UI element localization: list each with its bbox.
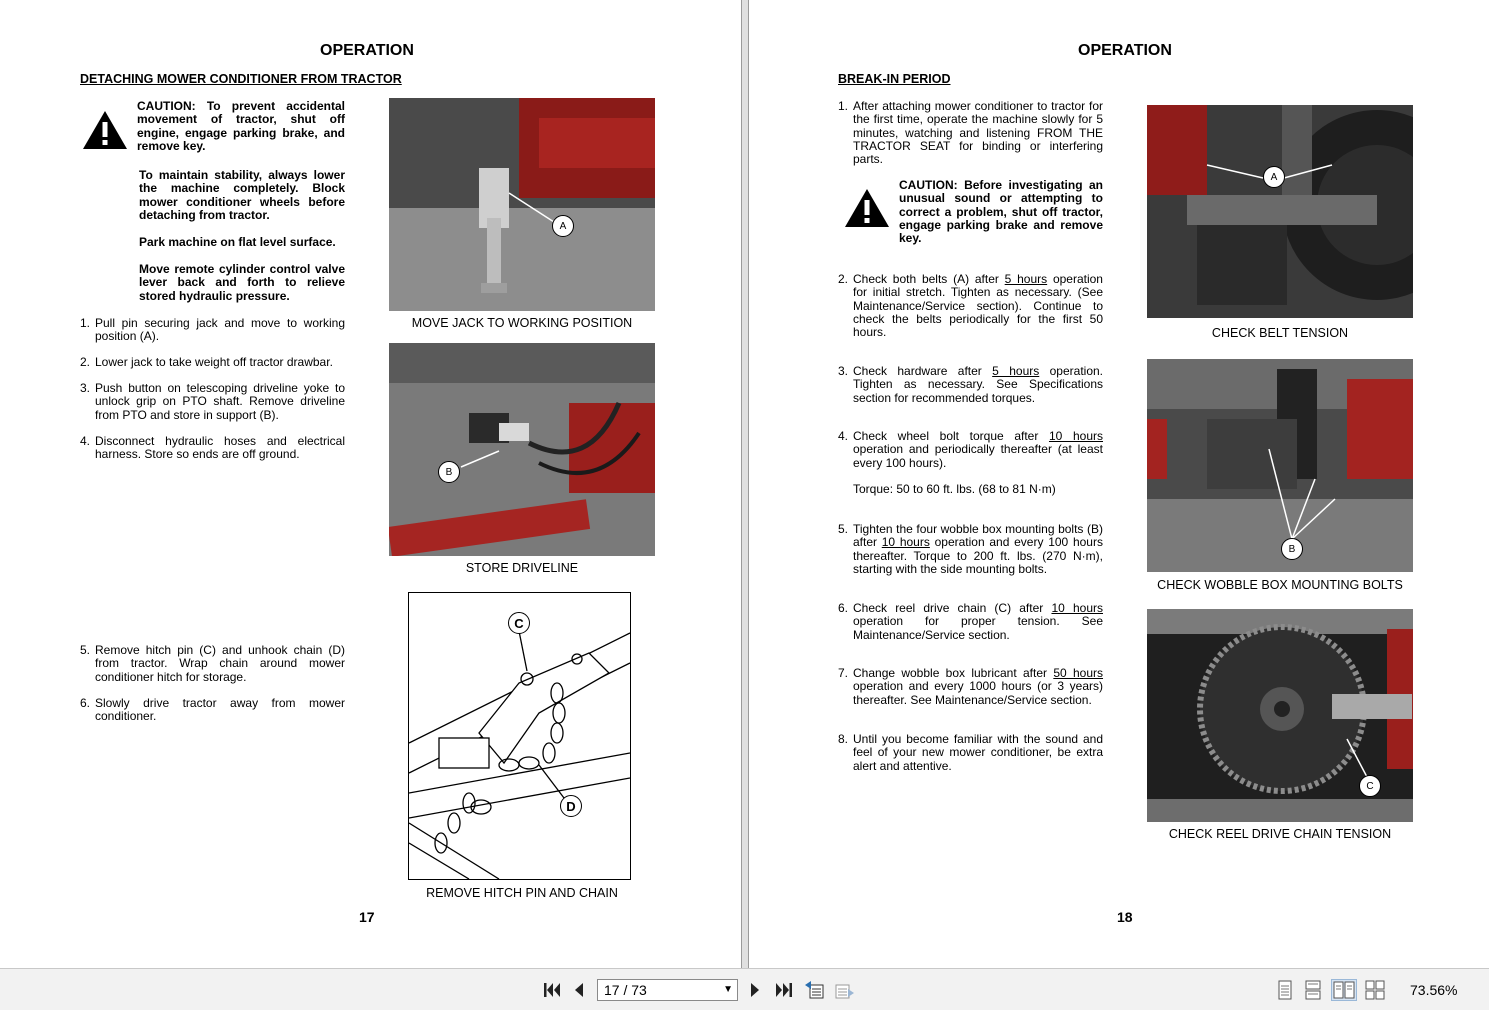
step-number: 2.	[838, 272, 849, 286]
jack-photo	[389, 98, 655, 311]
two-page-continuous-view-button[interactable]	[1364, 979, 1386, 1001]
go-back-view-button[interactable]	[803, 979, 827, 1001]
zoom-level[interactable]: 73.56%	[1410, 982, 1458, 998]
page-number: 18	[1117, 909, 1133, 925]
step-text: Pull pin securing jack and move to working position (A).	[95, 316, 345, 344]
step-text: Change wobble box lubricant after 50 hours operation and every 1000 hours (or 3 years) thereafter. See Maintenance/Service section.	[853, 666, 1104, 707]
step-number: 3.	[80, 381, 91, 395]
wobble-box-photo	[1147, 359, 1413, 572]
belt-tension-photo	[1147, 105, 1413, 318]
continuous-page-icon	[1304, 980, 1322, 1000]
step-text: Until you become familiar with the sound and feel of your new mower conditioner, be extra alert and attentive.	[853, 732, 1103, 773]
dropdown-caret-icon: ▼	[723, 984, 733, 995]
step-item	[80, 435, 345, 462]
step-number: 8.	[838, 732, 849, 746]
page-number-value: 17 / 73	[604, 982, 647, 998]
step-item	[838, 523, 1103, 576]
step-number: 6.	[838, 601, 849, 615]
single-page-view-button[interactable]	[1275, 979, 1295, 1001]
page-number-field[interactable]	[597, 979, 738, 1001]
caution-hydraulic: Move remote cylinder control valve lever back and forth to relieve stored hydraulic pressure.	[139, 262, 345, 303]
two-page-view-button[interactable]	[1331, 979, 1357, 1001]
page-divider	[741, 0, 749, 968]
next-page-icon	[748, 981, 762, 999]
step-item	[80, 697, 345, 724]
first-page-icon	[542, 981, 562, 999]
step-item	[838, 602, 1103, 642]
step-item	[838, 365, 1103, 405]
step-item	[838, 100, 1103, 166]
caution-text: CAUTION: Before investigating an unusual sound or attempting to correct a problem, shut off tractor, engage parking brake and remove key.	[899, 178, 1103, 246]
step-text: After attaching mower conditioner to tractor for the first time, operate the machine slowly for 5 minutes, watching and listening FROM THE TRACTOR SEAT for binding or interfering parts.	[853, 99, 1103, 167]
page-title: OPERATION	[320, 42, 414, 59]
step-text: Check hardware after 5 hours operation. Tighten as necessary. See Specifications section for recommended torques.	[853, 364, 1103, 405]
warning-icon	[82, 110, 128, 150]
step-number: 5.	[838, 522, 849, 536]
step-item	[80, 356, 345, 369]
callout-c: C	[1359, 775, 1381, 797]
caution-park: Park machine on flat level surface.	[139, 235, 336, 249]
step-item	[80, 317, 345, 344]
reel-chain-photo	[1147, 609, 1413, 822]
hitch-diagram	[408, 592, 631, 880]
caption-jack: MOVE JACK TO WORKING POSITION	[411, 316, 633, 330]
caution-text: CAUTION: To prevent accidental movement of tractor, shut off engine, engage parking brake, and remove key.	[137, 99, 345, 153]
caption-belt: CHECK BELT TENSION	[1211, 326, 1349, 340]
step-text: Disconnect hydraulic hoses and electrical harness. Store so ends are off ground.	[95, 434, 345, 462]
first-page-button[interactable]	[541, 979, 563, 1001]
prev-page-button[interactable]	[570, 979, 588, 1001]
step-text: Push button on telescoping driveline yoke to unlock grip on PTO shaft. Remove driveline from PTO and store in support (B).	[95, 381, 345, 422]
two-page-continuous-icon	[1365, 980, 1385, 1000]
next-page-button[interactable]	[746, 979, 764, 1001]
continuous-view-button[interactable]	[1303, 979, 1323, 1001]
step-number: 7.	[838, 666, 849, 680]
step-number: 1.	[80, 316, 91, 330]
step-item	[838, 667, 1103, 707]
step-text: Check wheel bolt torque after 10 hours operation and periodically thereafter (at least every 100 hours).	[853, 429, 1103, 470]
step-number: 3.	[838, 364, 849, 378]
step-item	[838, 733, 1103, 773]
last-page-button[interactable]	[773, 979, 795, 1001]
step-item	[838, 273, 1103, 339]
driveline-photo	[389, 343, 655, 556]
callout-c: C	[508, 612, 530, 634]
step-number: 5.	[80, 643, 91, 657]
step-number: 1.	[838, 99, 849, 113]
callout-a: A	[1263, 166, 1285, 188]
torque-spec: Torque: 50 to 60 ft. lbs. (68 to 81 N·m)	[853, 482, 1056, 496]
page-title: OPERATION	[1078, 42, 1172, 59]
callout-d: D	[560, 795, 582, 817]
warning-icon	[844, 188, 890, 228]
caption-driveline: STORE DRIVELINE	[465, 561, 579, 575]
step-text: Check reel drive chain (C) after 10 hours operation for proper tension. See Maintenance/Service section.	[853, 601, 1103, 642]
right-page	[749, 0, 1489, 968]
callout-b: B	[438, 461, 460, 483]
step-item	[80, 382, 345, 422]
caption-chain: CHECK REEL DRIVE CHAIN TENSION	[1168, 827, 1392, 841]
step-item	[838, 430, 1103, 470]
callout-b: B	[1281, 538, 1303, 560]
step-number: 4.	[838, 429, 849, 443]
back-view-icon	[804, 980, 826, 1000]
forward-view-icon	[833, 980, 855, 1000]
caption-wobble: CHECK WOBBLE BOX MOUNTING BOLTS	[1157, 578, 1403, 592]
two-page-icon	[1333, 981, 1355, 999]
go-forward-view-button[interactable]	[832, 979, 856, 1001]
step-text: Lower jack to take weight off tractor drawbar.	[95, 355, 333, 369]
single-page-icon	[1277, 980, 1293, 1000]
callout-a: A	[552, 215, 574, 237]
section-heading: BREAK-IN PERIOD	[838, 72, 951, 86]
page-number: 17	[359, 909, 375, 925]
caption-hitch: REMOVE HITCH PIN AND CHAIN	[426, 886, 618, 900]
step-number: 2.	[80, 355, 91, 369]
step-item	[80, 644, 345, 684]
viewer-toolbar	[0, 968, 1489, 1010]
section-heading: DETACHING MOWER CONDITIONER FROM TRACTOR	[80, 72, 402, 86]
step-text: Tighten the four wobble box mounting bolts (B) after 10 hours operation and every 100 hours thereafter. Torque to 200 ft. lbs. (270 N·m), starting with the side mounting bolts.	[853, 522, 1103, 576]
step-text: Check both belts (A) after 5 hours operation for initial stretch. Tighten as necessary. (See Maintenance/Service section). Continue to check the belts periodically for the first 50 hours.	[853, 272, 1103, 340]
step-text: Slowly drive tractor away from mower conditioner.	[95, 696, 345, 724]
step-text: Remove hitch pin (C) and unhook chain (D) from tractor. Wrap chain around mower conditioner hitch for storage.	[95, 643, 345, 684]
step-number: 6.	[80, 696, 91, 710]
prev-page-icon	[572, 981, 586, 999]
left-page	[0, 0, 741, 968]
step-number: 4.	[80, 434, 91, 448]
last-page-icon	[774, 981, 794, 999]
caution-stability: To maintain stability, always lower the machine completely. Block mower conditioner wheels before detaching from tractor.	[139, 168, 345, 222]
